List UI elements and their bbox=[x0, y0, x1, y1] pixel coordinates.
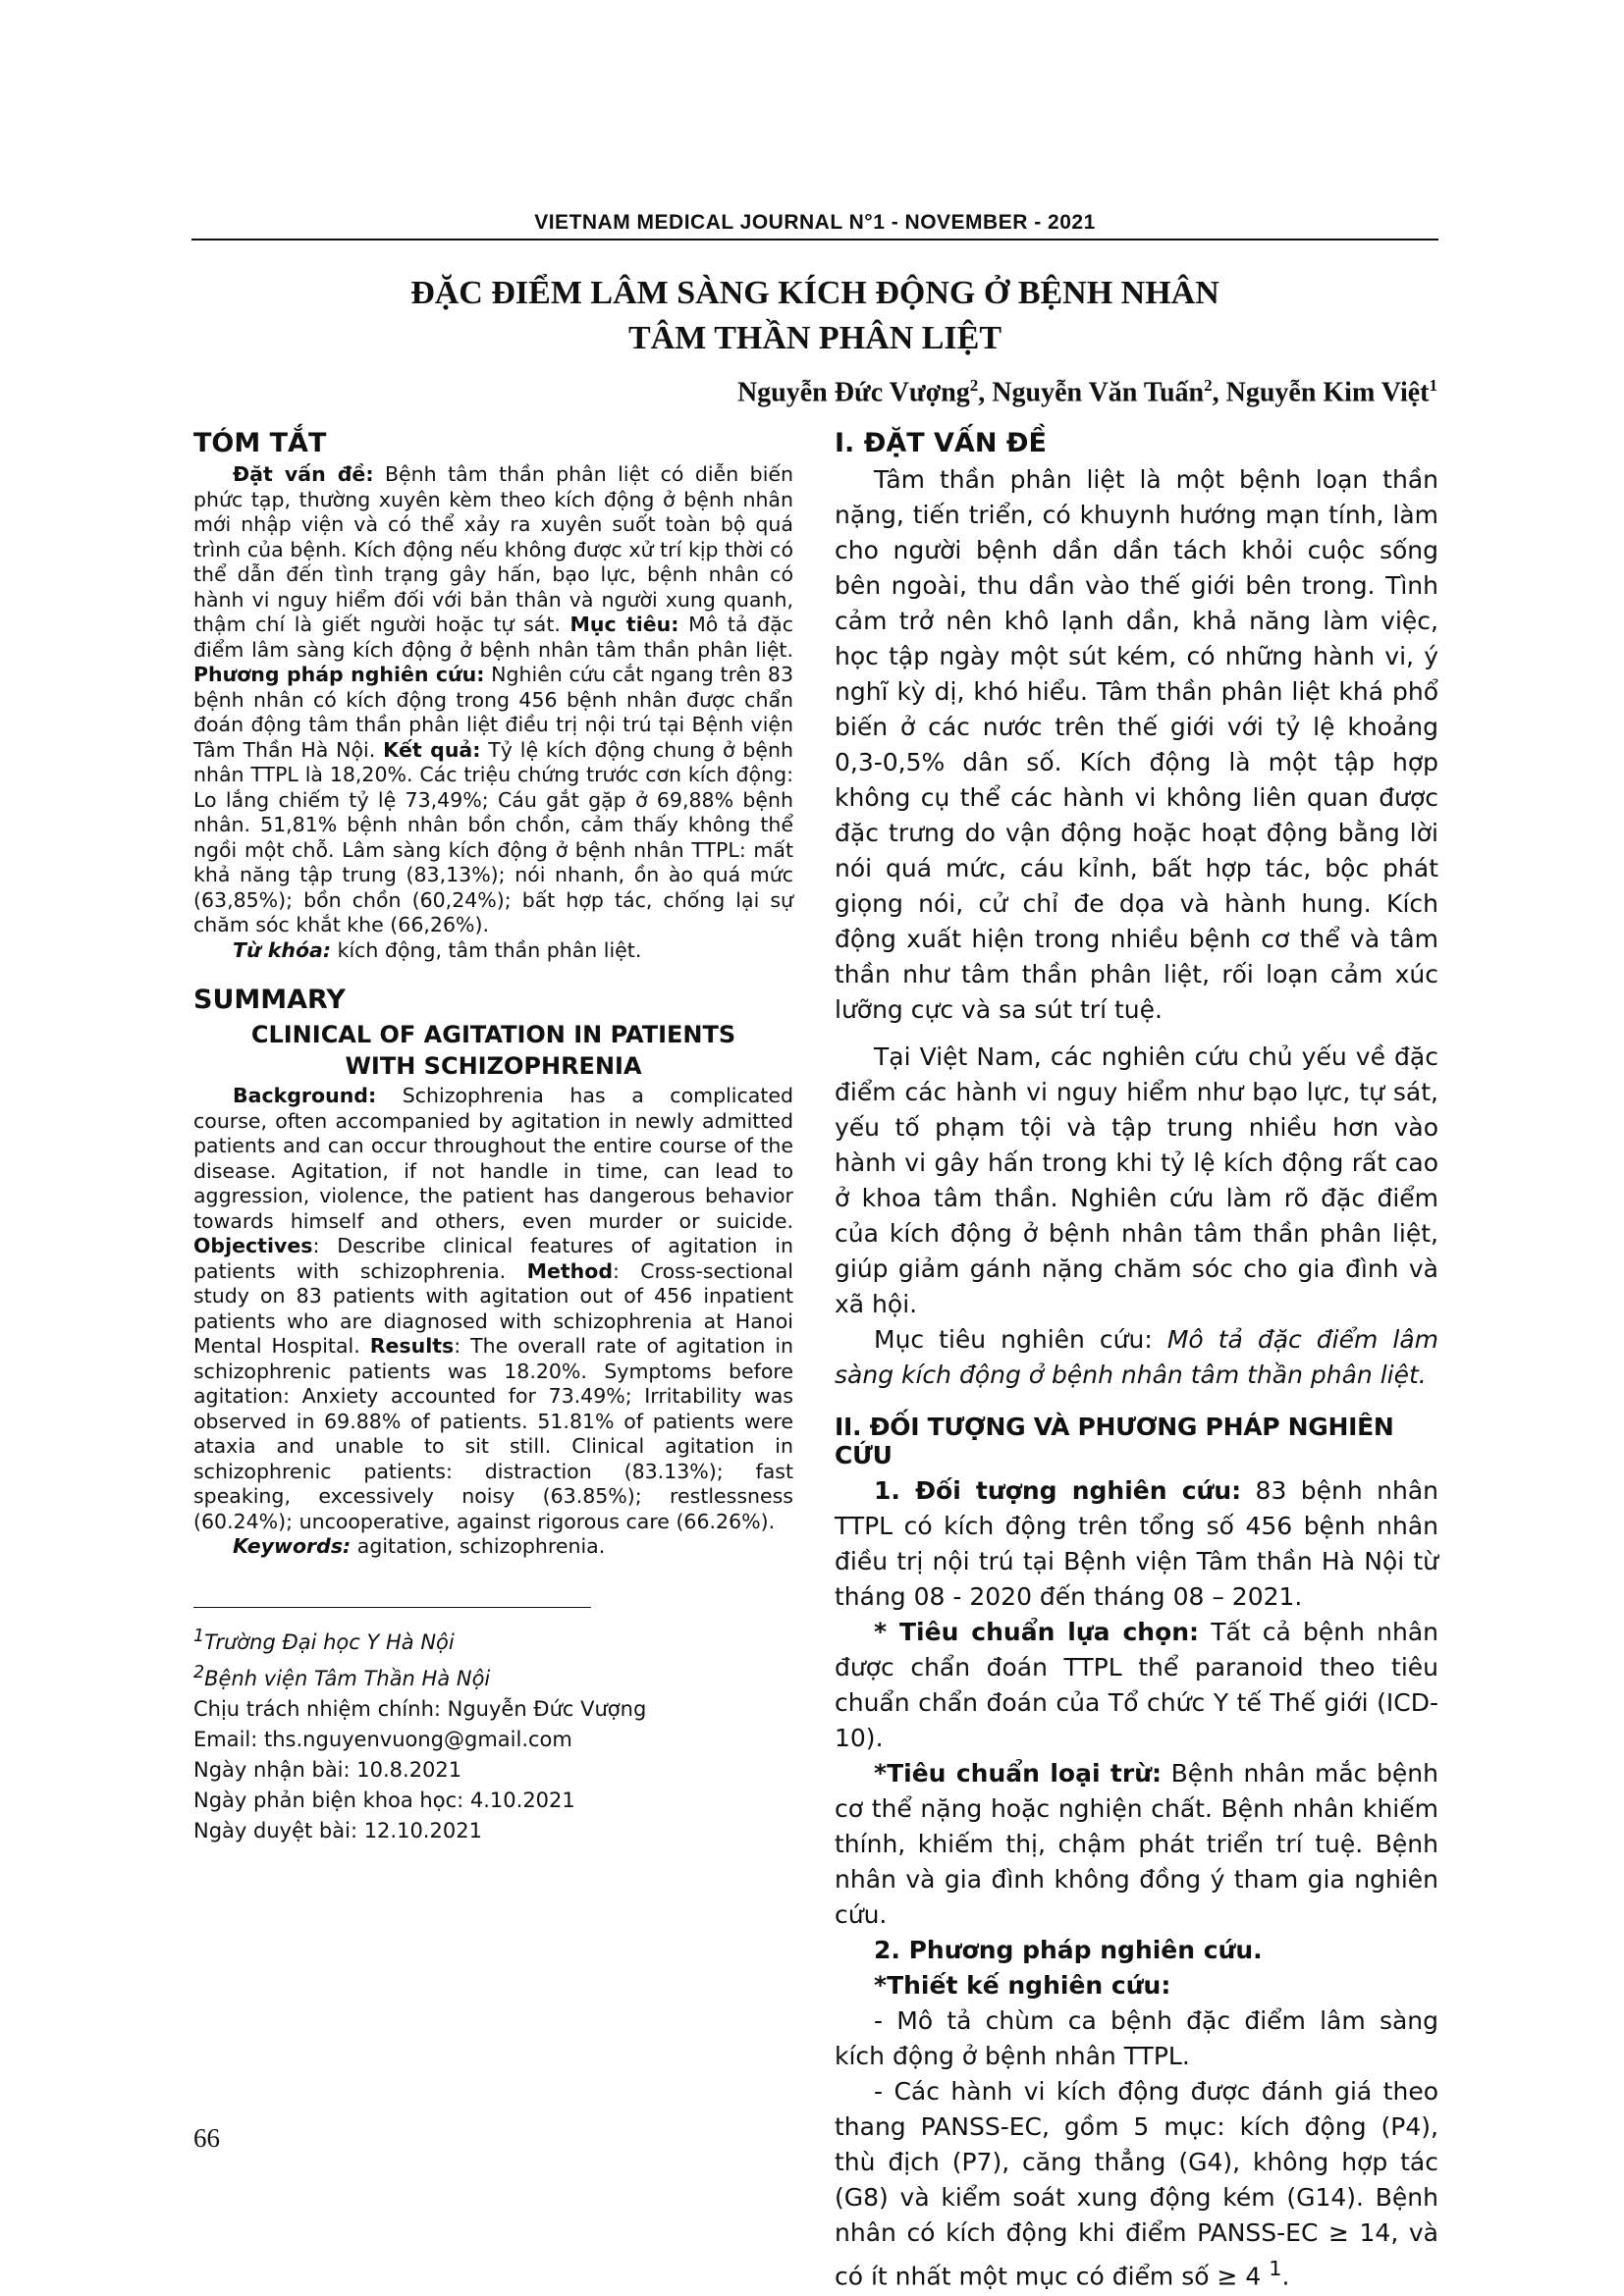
section-1-heading: I. ĐẶT VẤN ĐỀ bbox=[835, 428, 1047, 458]
footnote-rule bbox=[193, 1607, 591, 1608]
summary-background-label: Background: bbox=[233, 1084, 377, 1107]
footnote-affiliation-1 bbox=[193, 1622, 793, 1658]
footnote-2-text: Bệnh viện Tâm Thần Hà Nội bbox=[204, 1666, 491, 1690]
summary-method-label: Method bbox=[526, 1258, 614, 1283]
section-2-method-label: 2. Phương pháp nghiên cứu. bbox=[874, 1936, 1263, 1964]
left-column bbox=[193, 428, 793, 1846]
footnote-affiliation-2 bbox=[193, 1658, 793, 1694]
abstract-vi-results-text: Tỷ lệ kích động chung ở bệnh nhân TTPL là 18,20%. Các triệu chứng trước cơn kích động: Lo lắng chiếm tỷ lệ 73,49%; Cáu gắt gặp ở 69,88% bệnh nhân. 51,81% bệnh nhân bồn chồn, cảm thấy không thể ngồi một chỗ. Lâm sàng kích động ở bệnh nhân TTPL: mất khả năng tập trung (83,13%); nói nhanh, ồn ào quá mức (63,85%); bồn chồn (60,24%); bất hợp tác, chống lại sự chăm sóc khắt khe (66,26%). bbox=[193, 737, 793, 936]
section-1-objective-text: Mô tả đặc điểm lâm sàng kích động ở bệnh nhân tâm thần phân liệt. bbox=[835, 1325, 1438, 1389]
author-3-affiliation: 1 bbox=[1429, 376, 1437, 395]
summary-background-text: Schizophrenia has a complicated course, often accompanied by agitation in newly admitted patients and can occur throughout the entire course of the disease. Agitation, if not handle in time, can lead to aggression, violence, the patient has dangerous behavior towards himself and others, even murder or suicide. bbox=[193, 1084, 793, 1233]
author-1-affiliation: 2 bbox=[969, 376, 979, 395]
section-2-subjects-text: 83 bệnh nhân TTPL có kích động trên tổng số 456 bệnh nhân điều trị nội trú tại Bệnh viện Tâm thần Hà Nội từ tháng 08 - 2020 đến tháng 08 – 2021. bbox=[835, 1476, 1438, 1611]
abstract-vi-keywords-label: Từ khóa: bbox=[233, 937, 332, 962]
article-title bbox=[245, 271, 1384, 361]
section-2-design-item-1: - Mô tả chùm ca bệnh đặc điểm lâm sàng kích động ở bệnh nhân TTPL. bbox=[835, 2006, 1438, 2070]
abstract-vi-objective-text: Mô tả đặc điểm lâm sàng kích động ở bệnh nhân tâm thần phân liệt. bbox=[193, 613, 793, 662]
footnote-1-text: Trường Đại học Y Hà Nội bbox=[204, 1629, 455, 1654]
author-2: Nguyễn Văn Tuấn bbox=[992, 377, 1205, 408]
right-column bbox=[835, 428, 1438, 2294]
footnote-1-marker: 1 bbox=[193, 1626, 205, 1646]
section-2-inclusion bbox=[835, 1615, 1438, 1756]
summary-keywords-label: Keywords: bbox=[233, 1534, 352, 1558]
section-2-exclusion-text: Bệnh nhân mắc bệnh cơ thể nặng hoặc nghiện chất. Bệnh nhân khiếm thính, khiếm thị, chậm phát triển trí tuệ. Bệnh nhân và gia đình không đồng ý tham gia nghiên cứu. bbox=[835, 1759, 1438, 1929]
summary-method-text: : Cross-sectional study on 83 patients with agitation out of 456 inpatient patients who are diagnosed with schizophrenia at Hanoi Mental Hospital. bbox=[193, 1258, 793, 1358]
abstract-vi-background-text: Bệnh tâm thần phân liệt có diễn biến phức tạp, thường xuyên kèm theo kích động ở bệnh nhân mới nhập viện và có thể xảy ra xuyên suốt toàn bộ quá trình của bệnh. Kích động nếu không được xử trí kịp thời có thể dẫn đến tình trạng gây hấn, bạo lực, bệnh nhân có hành vi nguy hiểm đối với bản thân và người xung quanh, thậm chí là giết người hoặc tự sát. bbox=[193, 462, 793, 636]
section-2-design-item-2-ref: 1 bbox=[1269, 2257, 1282, 2280]
footnote-received: Ngày nhận bài: 10.8.2021 bbox=[193, 1757, 462, 1782]
author-2-affiliation: 2 bbox=[1204, 376, 1213, 395]
abstract-vi-keywords bbox=[193, 938, 793, 964]
section-1-paragraph-1: Tâm thần phân liệt là một bệnh loạn thần nặng, tiến triển, có khuynh hướng mạn tính, làm cho người bệnh dần dần tách khỏi cuộc sống bên ngoài, thu dần vào thế giới bên trong. Tình cảm trở nên khô lạnh dần, khả năng làm việc, học tập ngày một sút kém, có những hành vi, ý nghĩ kỳ dị, khó hiểu. Tâm thần phân liệt khá phổ biến ở các nước trên thế giới với tỷ lệ khoảng 0,3-0,5% dân số. Kích động là một tập hợp không cụ thể các hành vi không liên quan được đặc trưng do vận động hoặc hoạt động bằng lời nói quá mức, cáu kỉnh, bất hợp tác, bộc phát giọng nói, cử chỉ đe dọa và hành hung. Kích động xuất hiện trong nhiều bệnh cơ thể và tâm thần như tâm thần phân liệt, rối loạn cảm xúc lưỡng cực và sa sút trí tuệ. bbox=[835, 465, 1438, 1024]
section-1-objective-label: Mục tiêu nghiên cứu: bbox=[874, 1325, 1167, 1354]
summary-keywords bbox=[193, 1534, 793, 1560]
footnote-responsible: Chịu trách nhiệm chính: Nguyễn Đức Vượng bbox=[193, 1696, 647, 1721]
header-rule bbox=[191, 239, 1438, 240]
section-1-paragraph-2: Tại Việt Nam, các nghiên cứu chủ yếu về đặc điểm các hành vi nguy hiểm như bạo lực, tự sát, yếu tố phạm tội và tập trung nhiều hơn vào hành vi gây hấn trong khi tỷ lệ kích động rất cao ở khoa tâm thần. Nghiên cứu làm rõ đặc điểm của kích động ở bệnh nhân tâm thần phân liệt, giúp giảm gánh nặng chăm sóc cho gia đình và xã hội. bbox=[835, 1042, 1438, 1318]
summary-results-label: Results bbox=[369, 1334, 455, 1358]
abstract-vi-heading: TÓM TẮT bbox=[193, 428, 327, 458]
section-2-method-heading bbox=[835, 1933, 1438, 1968]
summary-keywords-text: agitation, schizophrenia. bbox=[351, 1534, 606, 1558]
summary-body bbox=[193, 1084, 793, 1534]
section-2-exclusion bbox=[835, 1756, 1438, 1933]
section-2-design-item-2-end: . bbox=[1281, 2262, 1290, 2291]
title-line-2: TÂM THẦN PHÂN LIỆT bbox=[627, 320, 1002, 356]
summary-objectives-label: Objectives bbox=[193, 1234, 313, 1257]
section-2-inclusion-label: * Tiêu chuẩn lựa chọn: bbox=[874, 1618, 1200, 1646]
section-2-design-label: *Thiết kế nghiên cứu: bbox=[874, 1971, 1171, 2000]
author-separator: , bbox=[1212, 377, 1226, 408]
page-number: 66 bbox=[193, 2123, 220, 2153]
abstract-vi-method-label: Phương pháp nghiên cứu: bbox=[193, 663, 485, 686]
section-2-design-heading bbox=[835, 1968, 1438, 2003]
author-separator: , bbox=[978, 377, 993, 408]
section-2-subjects bbox=[835, 1473, 1438, 1615]
section-2-design-item-2 bbox=[835, 2074, 1438, 2294]
author-list bbox=[737, 376, 1437, 408]
footnote-email: Email: ths.nguyenvuong@gmail.com bbox=[193, 1727, 572, 1751]
summary-results-text: : The overall rate of agitation in schizophrenic patients was 18.20%. Symptoms before agitation: Anxiety accounted for 73.49%; Irritability was observed in 69.88% of patients. 51.81% of patients were ataxia and unable to sit still. Clinical agitation in schizophrenic patients: distraction (83.13%); fast speaking, excessively noisy (63.85%); restlessness (60.24%); uncooperative, against rigorous care (66.26%). bbox=[193, 1334, 794, 1533]
title-line-1: ĐẶC ĐIỂM LÂM SÀNG KÍCH ĐỘNG Ở BỆNH NHÂN bbox=[410, 275, 1219, 311]
section-2-exclusion-label: *Tiêu chuẩn loại trừ: bbox=[874, 1759, 1162, 1788]
journal-header: VIETNAM MEDICAL JOURNAL N°1 - NOVEMBER - 2021 bbox=[534, 211, 1096, 234]
footnote-reviewed: Ngày phản biện khoa học: 4.10.2021 bbox=[193, 1788, 575, 1812]
footnote-2-marker: 2 bbox=[193, 1662, 205, 1682]
summary-heading: SUMMARY bbox=[193, 985, 346, 1015]
abstract-vi-method-text: Nghiên cứu cắt ngang trên 83 bệnh nhân có kích động trong 456 bệnh nhân được chẩn đoán động tâm thần phân liệt điều trị nội trú tại Bệnh viện Tâm Thần Hà Nội. bbox=[193, 663, 793, 762]
abstract-vi-results-label: Kết quả: bbox=[383, 737, 481, 762]
section-2-heading: II. ĐỐI TƯỢNG VÀ PHƯƠNG PHÁP NGHIÊN CỨU bbox=[835, 1413, 1394, 1469]
summary-title-line-1: CLINICAL OF AGITATION IN PATIENTS bbox=[250, 1021, 736, 1048]
abstract-vi-background-label: Đặt vấn đề: bbox=[233, 462, 374, 486]
author-1: Nguyễn Đức Vượng bbox=[736, 377, 970, 408]
abstract-vi-keywords-text: kích động, tâm thần phân liệt. bbox=[331, 937, 642, 962]
summary-title-line-2: WITH SCHIZOPHRENIA bbox=[345, 1052, 642, 1080]
author-3: Nguyễn Kim Việt bbox=[1225, 377, 1430, 408]
summary-title bbox=[193, 1019, 793, 1082]
abstract-vi-objective-label: Mục tiêu: bbox=[569, 613, 679, 636]
summary-objectives-text: : Describe clinical features of agitation in patients with schizophrenia. bbox=[193, 1234, 793, 1283]
abstract-vi-body bbox=[193, 462, 793, 938]
section-2-subjects-label: 1. Đối tượng nghiên cứu: bbox=[874, 1476, 1242, 1505]
footnotes bbox=[193, 1622, 793, 1846]
section-2-inclusion-text: Tất cả bệnh nhân được chẩn đoán TTPL thể paranoid theo tiêu chuẩn chẩn đoán của Tổ chức Y tế Thế giới (ICD-10). bbox=[835, 1618, 1438, 1752]
section-1-paragraph-3 bbox=[835, 1322, 1438, 1393]
footnote-approved: Ngày duyệt bài: 12.10.2021 bbox=[193, 1818, 482, 1842]
section-2-design-item-2-text: - Các hành vi kích động được đánh giá theo thang PANSS-EC, gồm 5 mục: kích động (P4), thù địch (P7), căng thẳng (G4), không hợp tác (G8) và kiểm soát xung động kém (G14). Bệnh nhân có kích động khi điểm PANSS-EC ≥ 14, và có ít nhất một mục có điểm số ≥ 4 bbox=[835, 2077, 1438, 2291]
